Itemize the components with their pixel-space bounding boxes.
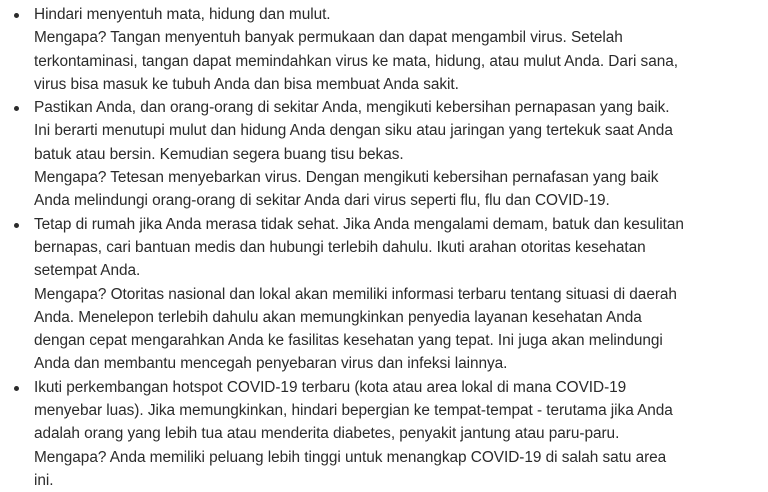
item-text-line: Anda. Menelepon terlebih dahulu akan memungkinkan penyedia layanan kesehatan Anda bbox=[34, 308, 642, 326]
list-item bbox=[0, 213, 768, 376]
item-text-line: bernapas, cari bantuan medis dan hubungi terlebih dahulu. Ikuti arahan otoritas kesehatan bbox=[34, 238, 646, 256]
list-item bbox=[0, 3, 768, 96]
list-item bbox=[0, 96, 768, 212]
item-text-line: Mengapa? Tangan menyentuh banyak permukaan dan dapat mengambil virus. Setelah bbox=[34, 29, 623, 47]
item-text-line: batuk atau bersin. Kemudian segera buang tisu bekas. bbox=[34, 145, 404, 163]
item-text-line: Hindari menyentuh mata, hidung dan mulut. bbox=[34, 6, 331, 23]
item-text-line: terkontaminasi, tangan dapat memindahkan virus ke mata, hidung, atau mulut Anda. Dari sana, bbox=[34, 52, 678, 70]
item-text-line: ini. bbox=[34, 471, 54, 489]
item-text-line: adalah orang yang lebih tua atau menderita diabetes, penyakit jantung atau paru-paru. bbox=[34, 425, 620, 443]
item-text-line: virus bisa masuk ke tubuh Anda dan bisa membuat Anda sakit. bbox=[34, 75, 459, 93]
item-text-line: Pastikan Anda, dan orang-orang di sekitar Anda, mengikuti kebersihan pernapasan yang baik. bbox=[34, 99, 670, 117]
item-text-line: Mengapa? Anda memiliki peluang lebih tinggi untuk menangkap COVID-19 di salah satu area bbox=[34, 448, 667, 466]
bullet-list bbox=[0, 3, 768, 492]
bullet-icon bbox=[14, 386, 19, 391]
item-text-line: Tetap di rumah jika Anda merasa tidak sehat. Jika Anda mengalami demam, batuk dan kesulitan bbox=[34, 215, 684, 233]
item-text-line: Ini berarti menutupi mulut dan hidung Anda dengan siku atau jaringan yang tertekuk saat Anda bbox=[34, 122, 673, 140]
item-text-line: Anda dan membantu mencegah penyebaran virus dan infeksi lainnya. bbox=[34, 355, 508, 373]
bullet-icon bbox=[14, 13, 19, 18]
item-text-line: Anda melindungi orang-orang di sekitar Anda dari virus seperti flu, flu dan COVID-19. bbox=[34, 192, 610, 210]
item-text-line: dengan cepat mengarahkan Anda ke fasilitas kesehatan yang tepat. Ini juga akan melindungi bbox=[34, 332, 663, 350]
bullet-icon bbox=[14, 106, 19, 111]
item-text-line: Ikuti perkembangan hotspot COVID-19 terbaru (kota atau area lokal di mana COVID-19 bbox=[34, 378, 627, 396]
item-text-line: setempat Anda. bbox=[34, 262, 141, 280]
item-text-line: Mengapa? Otoritas nasional dan lokal akan memiliki informasi terbaru tentang situasi di daerah bbox=[34, 285, 677, 303]
item-text-line: menyebar luas). Jika memungkinkan, hindari bepergian ke tempat-tempat - terutama jika Anda bbox=[34, 402, 673, 420]
item-text-line: Mengapa? Tetesan menyebarkan virus. Dengan mengikuti kebersihan pernafasan yang baik bbox=[34, 169, 659, 187]
bullet-icon bbox=[14, 223, 19, 228]
list-item bbox=[0, 376, 768, 492]
